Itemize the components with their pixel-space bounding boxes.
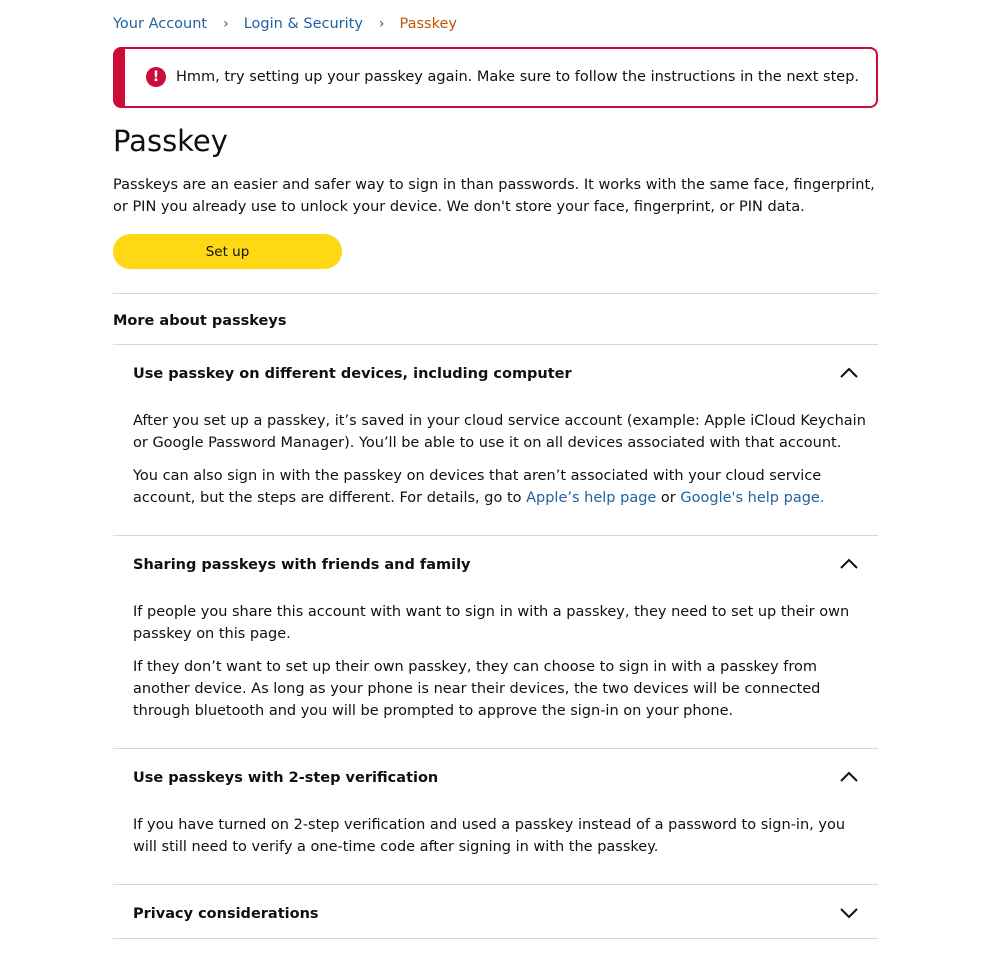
exclamation-circle-icon: ! <box>146 67 166 87</box>
divider <box>113 938 878 939</box>
accordion-header-privacy[interactable] <box>113 899 878 929</box>
alert-message: Hmm, try setting up your passkey again. Make sure to follow the instructions in the next step. <box>176 68 860 85</box>
more-about-heading: More about passkeys <box>113 313 287 329</box>
intro-text: Passkeys are an easier and safer way to sign in than passwords. It works with the same face, fingerprint, or PIN you already use to unlock your device. We don't store your face, fingerprint, or PIN data. <box>113 177 875 215</box>
accordion-header-devices[interactable] <box>113 359 878 389</box>
google-help-link[interactable]: Google's help page. <box>680 490 825 506</box>
breadcrumb-separator: › <box>223 16 229 32</box>
chevron-up-icon <box>839 365 859 381</box>
error-alert <box>113 47 878 108</box>
accordion-title: Sharing passkeys with friends and family <box>133 557 471 573</box>
accordion-paragraph: After you set up a passkey, it’s saved in your cloud service account (example: Apple iCloud Keychain or Google Password Manager). You’ll be able to use it on all devices associated with that account. <box>133 413 866 451</box>
accordion-paragraph <box>133 465 868 509</box>
chevron-down-icon <box>839 905 859 921</box>
divider <box>113 344 878 345</box>
breadcrumb <box>113 14 457 34</box>
accordion-title: Use passkeys with 2-step verification <box>133 770 439 786</box>
divider <box>113 884 878 885</box>
accordion-paragraph: If you have turned on 2-step verification and used a passkey instead of a password to sign-in, you will still need to verify a one-time code after signing in with the passkey. <box>133 817 846 855</box>
page-title: Passkey <box>113 124 228 158</box>
set-up-button[interactable]: Set up <box>113 234 342 269</box>
paragraph-text: You can also sign in with the passkey on devices that aren’t associated with your cloud service account, but the steps are different. For details, go to <box>133 468 822 506</box>
paragraph-text: or <box>656 490 681 506</box>
divider <box>113 535 878 536</box>
accordion-paragraph: If they don’t want to set up their own passkey, they can choose to sign in with a passkey from another device. As long as your phone is near their devices, the two devices will be connected through bluetooth and you will be prompted to approve the sign-in on your phone. <box>133 659 821 719</box>
breadcrumb-your-account[interactable]: Your Account <box>113 16 208 32</box>
divider <box>113 293 878 294</box>
divider <box>113 748 878 749</box>
accordion-header-sharing[interactable] <box>113 550 878 580</box>
accordion-header-2sv[interactable] <box>113 763 878 793</box>
accordion-title: Privacy considerations <box>133 906 319 922</box>
breadcrumb-current: Passkey <box>399 16 457 32</box>
chevron-up-icon <box>839 769 859 785</box>
apple-help-link[interactable]: Apple’s help page <box>526 490 657 506</box>
breadcrumb-separator: › <box>378 16 385 32</box>
breadcrumb-login-security[interactable]: Login & Security <box>243 16 363 32</box>
chevron-up-icon <box>839 556 859 572</box>
accordion-paragraph: If people you share this account with want to sign in with a passkey, they need to set up their own passkey on this page. <box>133 604 850 642</box>
accordion-title: Use passkey on different devices, including computer <box>133 366 572 382</box>
